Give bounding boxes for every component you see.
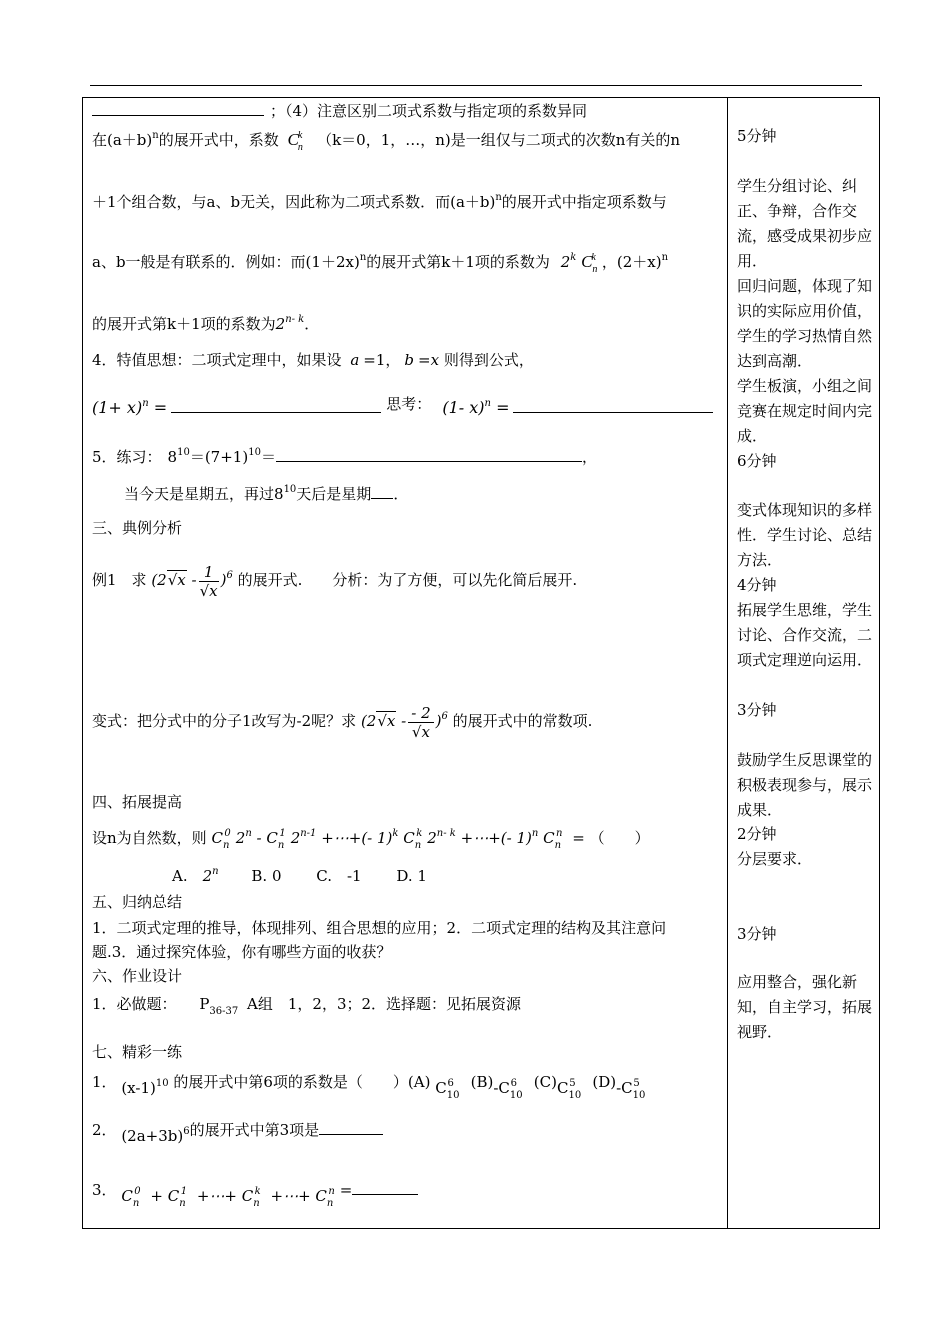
practice-2: 2． $(2a+3b)^6$的展开式中第3项是 [92, 1120, 383, 1143]
line-2: 在$(a+b)^n$的展开式中，系数 $C_n^k$ （k＝0，1，…，n)是一组仅与二项式的次数n有关的n [92, 130, 681, 153]
practice-3: 3． $C_n^0 + C_n^1$ +⋯+ $C_n^k$ +⋯+ $C_n^n$ = [92, 1180, 418, 1203]
section-7-heading: 七、精彩一练 [92, 1043, 183, 1061]
item-5: 5．练习： $8^{10}=(7+1)^{10}=$ ， [92, 447, 597, 466]
note-tiered: 分层要求． [737, 850, 813, 868]
note-time-3: 4分钟 [737, 576, 777, 594]
practice-1: 1． $(x-1)^{10}$ 的展开式中第6项的系数是（ ）(A) $C_{10}^6$ $(B)-C_{10}^6$ $(C)C_{10}^5$ $(D)-C_{10}^5$ [92, 1073, 646, 1101]
summary-line-1: 1．二项式定理的推导，体现排列、组合思想的应用；2．二项式定理的结构及其注意问 [92, 919, 667, 937]
section-3-heading: 三、典例分析 [92, 519, 183, 537]
example-1: 例1 求 (2√x - $\frac{1}{√x}$ )$^6$ 的展开式. 分析：为了方便，可以先化简后展开. [92, 562, 578, 600]
item-5-question: 当今天是星期五，再过$8^{10}$天后是星期 ． [124, 484, 409, 503]
line-4: a、b一般是有联系的．例如：而$(1+2x)^n$的展开式第k＋1项的系数为 2$^k$ $C_n^k$ ，$(2+x)^n$ [92, 252, 669, 275]
note-integration: 应用整合，强化新知，自主学习，拓展视野． [737, 973, 873, 1041]
note-extension: 拓展学生思维，学生讨论、合作交流，二项式定理逆向运用． [737, 601, 873, 669]
section-4-heading: 四、拓展提高 [92, 793, 183, 811]
extension-options: A. 2$^n$ B. 0 C. -1 D. 1 [172, 866, 427, 885]
note-variant: 变式体现知识的多样性．学生讨论、总结方法． [737, 501, 873, 569]
note-discussion: 学生分组讨论、纠正、争辩，合作交流，感受成果初步应用． [737, 177, 873, 270]
line-3: ＋1个组合数，与a、b无关，因此称为二项式系数．而$(a+b)^n$的展开式中指定项系数与 [92, 192, 667, 211]
blank-line [92, 101, 264, 116]
homework: 1．必做题： $P_{36-37}$ A组 1，2，3；2．选择题：见拓展资源 [92, 995, 522, 1017]
line-1: ；（4）注意区别二项式系数与指定项的系数异同 [92, 101, 587, 121]
note-time-2: 6分钟 [737, 452, 777, 470]
extension-problem: 设n为自然数，则 $C_n^0$ $2^n - C_n^1$ $2^{n-1}$ +⋯+(- 1)$^k$ $C_n^k$ $2^{n- k}$ +⋯+(- 1)$^n$ $C_n^n$ = （ ） [92, 828, 650, 851]
note-time-5: 2分钟 [737, 825, 777, 843]
line-5: 的展开式第k＋1项的系数为2$^{n- k}$． [92, 314, 320, 333]
header-rule [90, 85, 862, 86]
note-reflection: 鼓励学生反思课堂的积极表现参与，展示成果． [737, 751, 873, 819]
note-application: 回归问题，体现了知识的实际应用价值，学生的学习热情自然达到高潮． [737, 277, 873, 370]
variant: 变式：把分式中的分子1改写为-2呢？求 (2√x - $\frac{- 2}{√x}$ )$^6$ 的展开式中的常数项. [92, 703, 593, 741]
section-6-heading: 六、作业设计 [92, 967, 183, 985]
formula-line: $(1+ x)^n$ = 思考： (1- x)$^n$ = [92, 398, 713, 421]
item-4: 4．特值思想：二项式定理中，如果设 a =1， b =x 则得到公式， [92, 351, 534, 369]
note-board: 学生板演，小组之间竞赛在规定时间内完成． [737, 377, 873, 445]
column-divider [727, 97, 728, 1229]
section-5-heading: 五、归纳总结 [92, 893, 183, 911]
note-time-1: 5分钟 [737, 127, 777, 145]
note-time-6: 3分钟 [737, 925, 777, 943]
note-time-4: 3分钟 [737, 701, 777, 719]
summary-line-2: 题.3．通过探究体验，你有哪些方面的收获？ [92, 943, 392, 961]
